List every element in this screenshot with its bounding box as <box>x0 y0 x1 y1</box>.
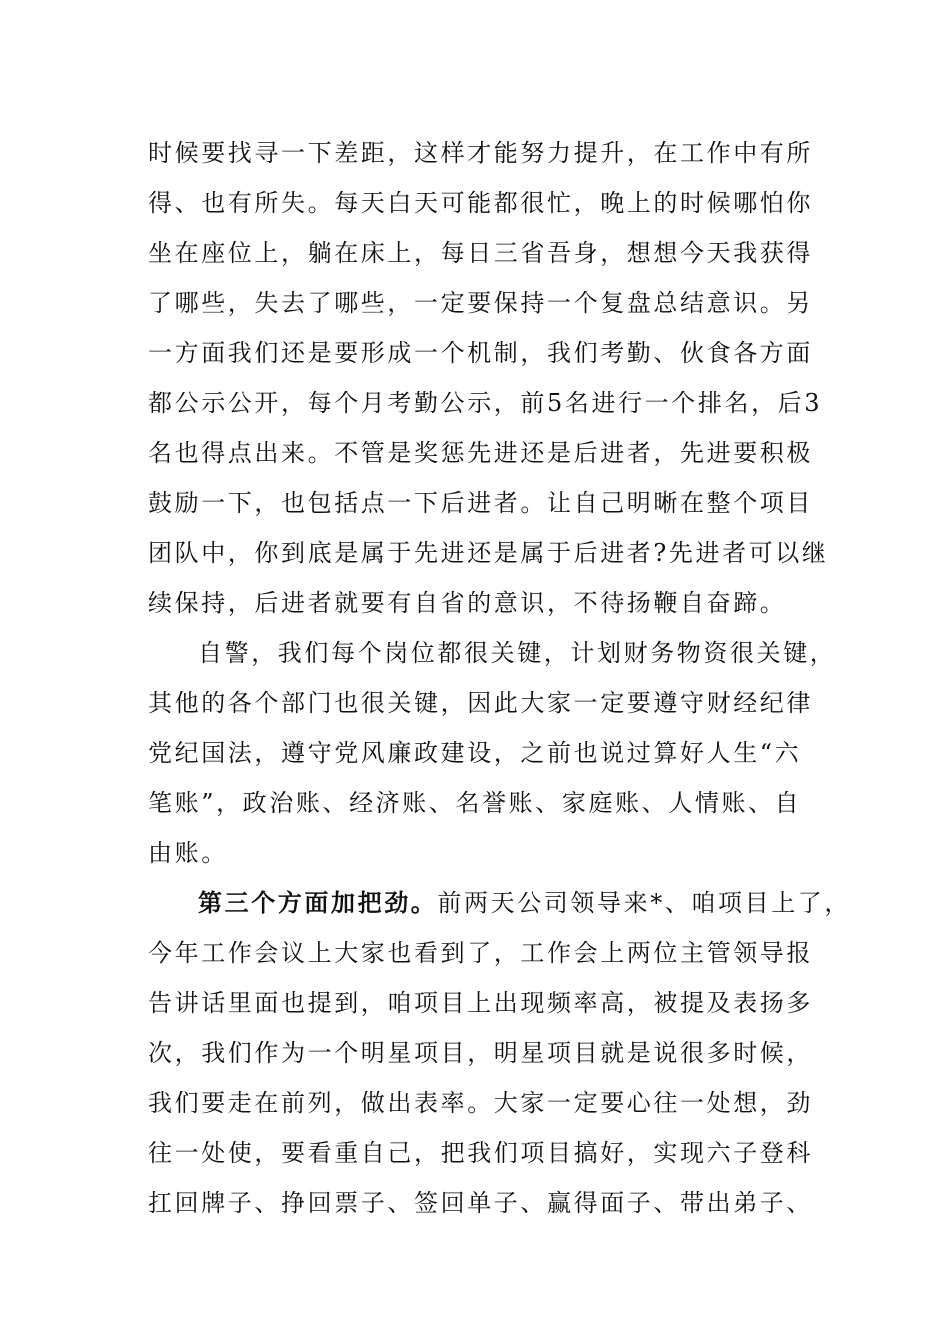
text-line: 了哪些，失去了哪些，一定要保持一个复盘总结意识。另 <box>148 289 813 317</box>
text-line: 自警，我们每个岗位都很关键，计划财务物资很关键， <box>198 639 837 667</box>
text-line: 时候要找寻一下差距，这样才能努力提升，在工作中有所 <box>148 139 813 167</box>
text-line: 往一处使，要看重自己，把我们项目搞好，实现六子登科 <box>148 1139 813 1167</box>
text-line: 鼓励一下，也包括点一下后进者。让自己明晰在整个项目 <box>148 489 813 517</box>
section-heading: 第三个方面加把劲。 <box>198 889 438 917</box>
text-line: 一方面我们还是要形成一个机制，我们考勤、伙食各方面 <box>148 339 813 367</box>
text-line: 笔账”，政治账、经济账、名誉账、家庭账、人情账、自 <box>148 789 802 817</box>
text-line: 坐在座位上，躺在床上，每日三省吾身，想想今天我获得 <box>148 239 813 267</box>
text-line: 今年工作会议上大家也看到了，工作会上两位主管领导报 <box>148 939 813 967</box>
text-line: 团队中，你到底是属于先进还是属于后进者?先进者可以继 <box>148 539 829 567</box>
text-line: 其他的各个部门也很关键，因此大家一定要遵守财经纪律 <box>148 689 813 717</box>
text-line: 续保持，后进者就要有自省的意识，不待扬鞭自奋蹄。 <box>148 589 787 617</box>
paragraph-2 <box>148 628 837 878</box>
text-line: 次，我们作为一个明星项目，明星项目就是说很多时候， <box>148 1039 813 1067</box>
paragraph-3 <box>148 878 852 1228</box>
text-line: 告讲话里面也提到，咱项目上出现频率高，被提及表扬多 <box>148 989 813 1017</box>
text-line: 我们要走在前列，做出表率。大家一定要心往一处想，劲 <box>148 1089 813 1117</box>
text-line: 党纪国法，遵守党风廉政建设，之前也说过算好人生“六 <box>148 739 802 767</box>
text-line: 由账。 <box>148 839 228 867</box>
text-line-first <box>148 878 852 928</box>
text-line: 名也得点出来。不管是奖惩先进还是后进者，先进要积极 <box>148 439 813 467</box>
text-line: 扛回牌子、挣回票子、签回单子、赢得面子、带出弟子、 <box>148 1189 813 1217</box>
text-line: 得、也有所失。每天白天可能都很忙，晚上的时候哪怕你 <box>148 189 813 217</box>
text-line: 都公示公开，每个月考勤公示，前5名进行一个排名，后3 <box>148 389 823 417</box>
heading-continuation: 前两天公司领导来*、咱项目上了， <box>437 889 852 917</box>
paragraph-1 <box>148 128 829 628</box>
